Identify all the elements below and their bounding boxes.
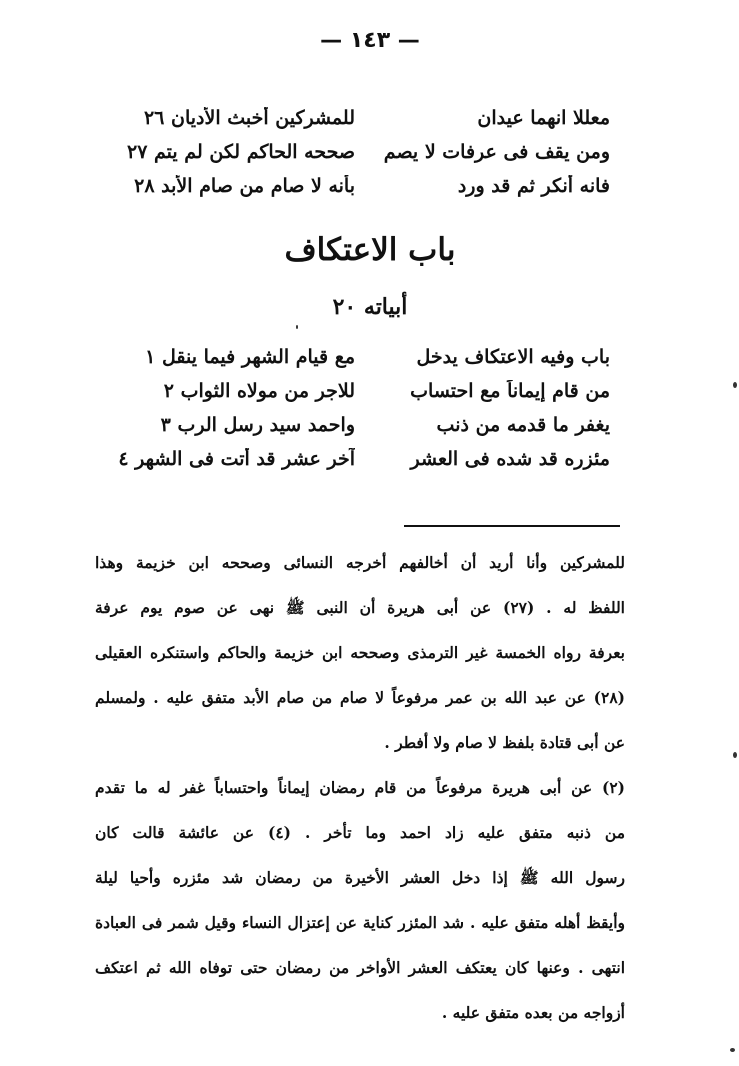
page-number: — ١٤٣ —: [320, 28, 420, 53]
chapter-title: باب الاعتكاف: [284, 232, 456, 268]
verse-second-hemistich: واحمد سيد رسل الرب ٣: [160, 414, 355, 436]
verse-line: [90, 101, 610, 135]
footnote-line: وأيقظ أهله متفق عليه . شد المئزر كناية عن إعتزال النساء وقيل شمر فى العبادة: [95, 913, 625, 932]
scan-speck: [733, 382, 737, 388]
verse-second-hemistich: للاجر من مولاه الثواب ٢: [163, 380, 355, 402]
verse-line: [90, 408, 610, 442]
scan-speck: [296, 325, 298, 329]
verse-second-hemistich: آخر عشر قد أتت فى الشهر ٤: [118, 448, 355, 470]
scan-speck: [733, 752, 737, 758]
footnote-line: بعرفة رواه الخمسة غير الترمذى وصححه ابن خزيمة والحاكم واستنكره العقيلى: [95, 643, 625, 662]
verses-top: [90, 101, 610, 203]
footnote-line: عن أبى قتادة بلفظ لا صام ولا أفطر .: [384, 733, 625, 752]
footnotes: [95, 540, 625, 1035]
verse-second-hemistich: بأنه لا صام من صام الأبد ٢٨: [134, 175, 355, 197]
verse-first-hemistich: ومن يقف فى عرفات لا يصم: [383, 141, 610, 163]
verse-first-hemistich: من قام إيماناً مع احتساب: [410, 380, 610, 402]
verse-first-hemistich: باب وفيه الاعتكاف يدخل: [416, 346, 610, 368]
verse-line: [90, 169, 610, 203]
verse-first-hemistich: يغفر ما قدمه من ذنب: [436, 414, 610, 436]
footnote-line: من ذنبه متفق عليه زاد احمد وما تأخر . (٤) عن عائشة قالت كان: [95, 823, 625, 842]
footnote-line: أزواجه من بعده متفق عليه .: [441, 1003, 625, 1022]
verse-line: [90, 135, 610, 169]
verse-line: [90, 340, 610, 374]
footnote-line: انتهى . وعنها كان يعتكف العشر الأواخر من رمضان حتى توفاه الله ثم اعتكف: [95, 958, 625, 977]
verse-first-hemistich: فانه أنكر ثم قد ورد: [457, 175, 610, 197]
verse-first-hemistich: معللا انهما عيدان: [477, 107, 610, 129]
footnote-line: (٢٨) عن عبد الله بن عمر مرفوعاً لا صام من صام الأبد متفق عليه . ولمسلم: [95, 688, 625, 707]
scan-speck: [730, 1048, 735, 1052]
verse-first-hemistich: مئزره قد شده فى العشر: [410, 448, 610, 470]
verse-line: [90, 374, 610, 408]
footnote-line: (٢) عن أبى هريرة مرفوعاً من قام رمضان إيماناً واحتساباً غفر له ما تقدم: [95, 778, 625, 797]
footnote-divider: [404, 525, 620, 527]
verse-second-hemistich: للمشركين أخبث الأديان ٢٦: [143, 107, 355, 129]
verse-second-hemistich: صححه الحاكم لكن لم يتم ٢٧: [126, 141, 355, 163]
verses-chapter: [90, 340, 610, 476]
verse-line: [90, 442, 610, 476]
verse-second-hemistich: مع قيام الشهر فيما ينقل ١: [145, 346, 355, 368]
footnote-line: للمشركين وأنا أريد أن أخالفهم أخرجه النسائى وصححه ابن خزيمة وهذا: [95, 553, 625, 572]
verse-count: أبياته ٢٠: [332, 294, 408, 320]
footnote-line: رسول الله ﷺ إذا دخل العشر الأخيرة من رمضان شد مئزره وأحيا ليلة: [95, 868, 625, 887]
footnote-line: اللفظ له . (٢٧) عن أبى هريرة أن النبى ﷺ نهى عن صوم يوم عرفة: [95, 598, 625, 617]
